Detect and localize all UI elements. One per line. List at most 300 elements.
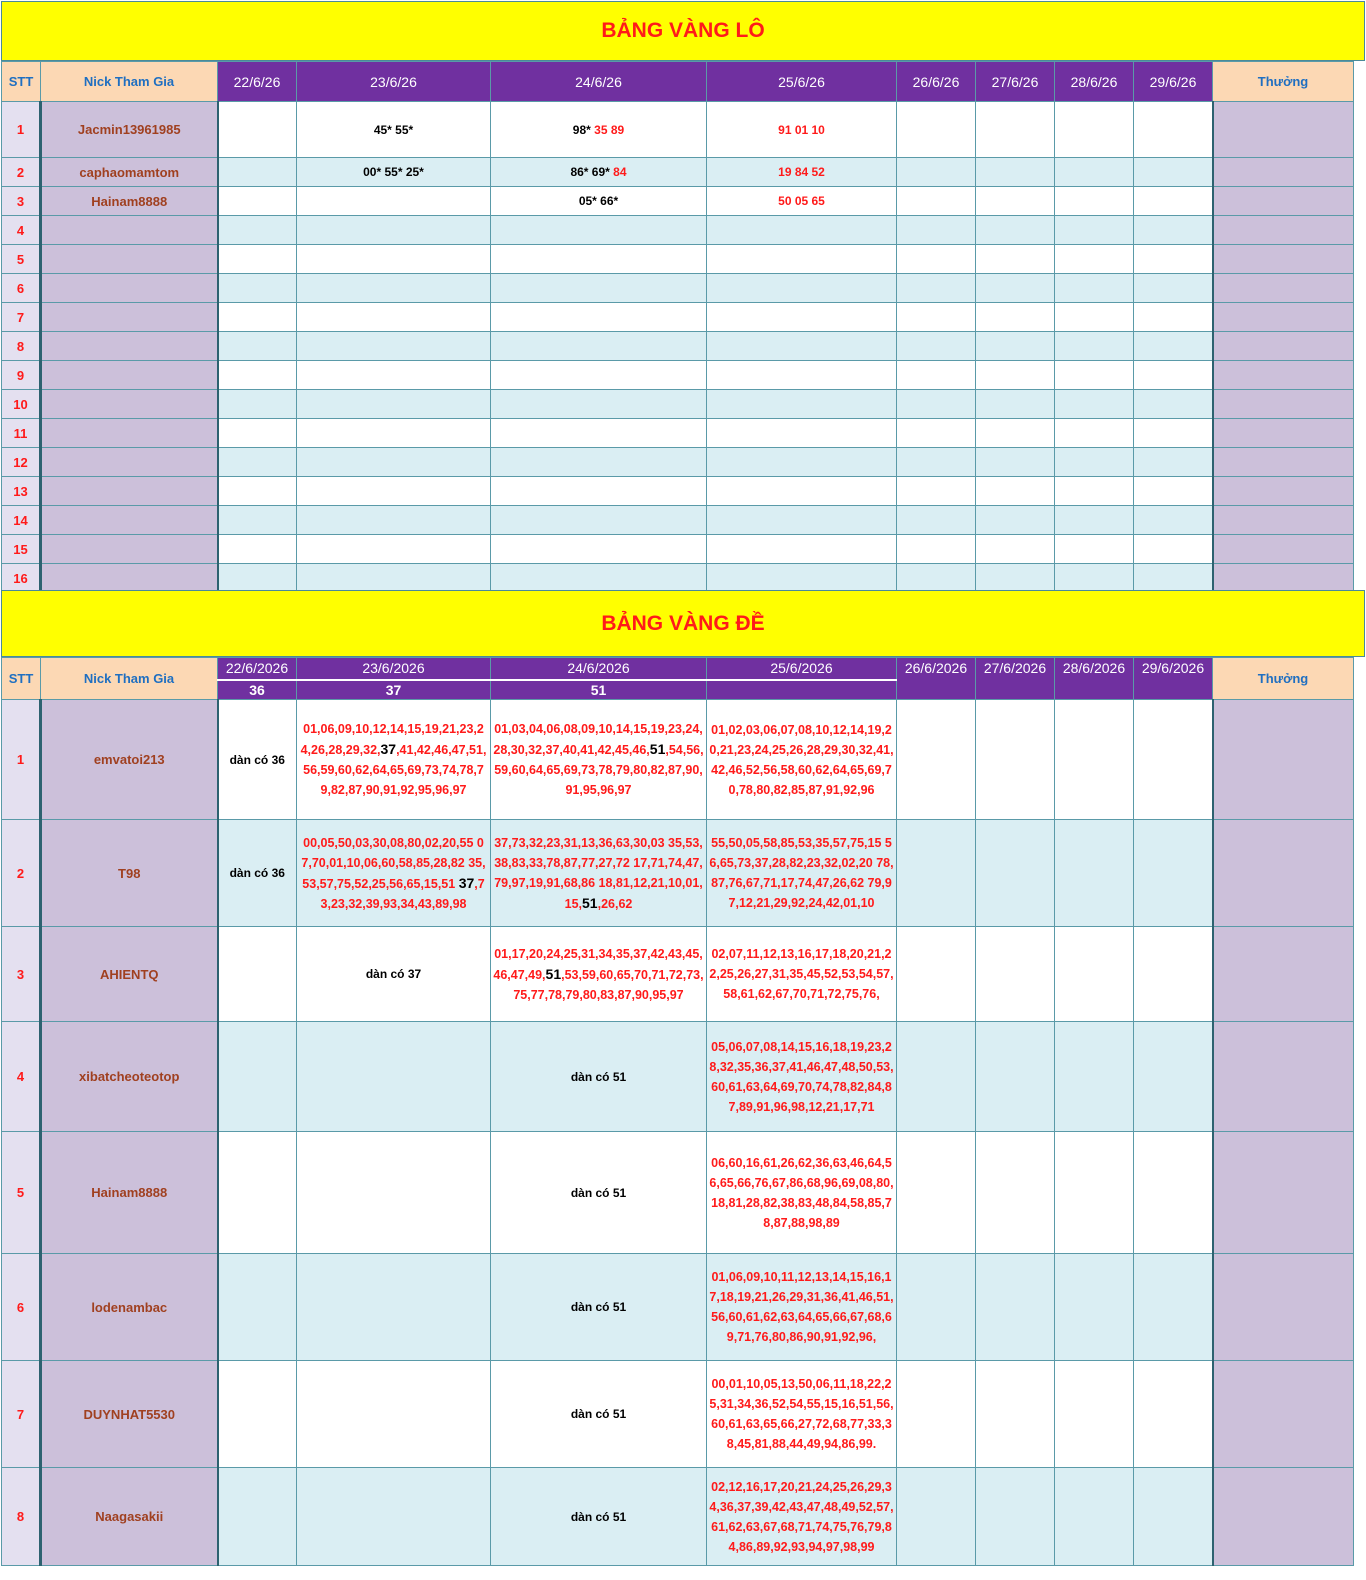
de-cell-empty	[1134, 1132, 1213, 1254]
lo-cell-23	[297, 564, 491, 593]
row-thuong	[1213, 448, 1354, 477]
row-thuong	[1213, 361, 1354, 390]
de-cell-empty	[976, 1022, 1055, 1132]
lo-cell-23: 00* 55* 25*	[297, 158, 491, 187]
lo-pick: 05* 66*	[578, 194, 619, 208]
de-cell-empty	[1055, 1361, 1134, 1468]
lo-cell-23	[297, 361, 491, 390]
hit-number: 51	[545, 965, 562, 982]
lo-row	[2, 477, 1354, 506]
de-header-row	[2, 658, 1354, 680]
lo-cell-empty	[976, 477, 1055, 506]
lo-cell-empty	[1134, 245, 1213, 274]
lo-cell-22	[218, 419, 297, 448]
de-cell-empty	[897, 1132, 976, 1254]
lo-cell-empty	[1055, 448, 1134, 477]
lo-cell-24	[491, 506, 707, 535]
de-row	[2, 1132, 1354, 1254]
row-nick	[41, 245, 218, 274]
lo-cell-empty	[1055, 564, 1134, 593]
row-stt: 2	[2, 820, 41, 927]
de-cell-25: 00,01,10,05,13,50,06,11,18,22,25,31,34,36,52,54,55,15,16,51,56,60,61,63,65,66,27,72,68,77,33,38,45,81,88,44,49,94,86,99.	[707, 1361, 897, 1468]
de-cell-22	[218, 1468, 297, 1566]
de-cell-empty	[1134, 1361, 1213, 1468]
lo-cell-24	[491, 303, 707, 332]
de-cell-empty	[976, 1254, 1055, 1361]
lo-cell-25	[707, 419, 897, 448]
lo-cell-empty	[976, 216, 1055, 245]
de-cell-22: dàn có 36	[218, 820, 297, 927]
number-list: ,41,42,46,47,51,56,59,60,62,64,65,69,73,74,78,79,82,87,90,91,92,95,96,97	[303, 743, 487, 797]
row-stt: 16	[2, 564, 41, 593]
de-cell-empty	[976, 1361, 1055, 1468]
lo-cell-empty	[976, 535, 1055, 564]
de-cell-24: dàn có 51	[491, 1022, 707, 1132]
de-cell-23	[297, 1361, 491, 1468]
hit-number: 51	[582, 894, 598, 911]
de-cell-24	[491, 927, 707, 1022]
lo-header-date: 23/6/26	[297, 62, 491, 102]
de-result-value	[707, 680, 897, 700]
row-nick: Hainam8888	[41, 1132, 218, 1254]
number-list: 01,17,20,24,25,31,34,35,37,42,43,45,46,47,49,	[493, 946, 703, 982]
lo-cell-24	[491, 102, 707, 158]
de-cell-24: dàn có 51	[491, 1254, 707, 1361]
row-stt: 3	[2, 927, 41, 1022]
lo-cell-empty	[897, 448, 976, 477]
lo-cell-empty	[1134, 274, 1213, 303]
de-cell-empty	[1134, 927, 1213, 1022]
row-stt: 12	[2, 448, 41, 477]
lo-cell-empty	[1134, 506, 1213, 535]
row-thuong	[1213, 506, 1354, 535]
lo-row	[2, 245, 1354, 274]
lo-cell-empty	[897, 564, 976, 593]
lo-cell-empty	[1055, 303, 1134, 332]
de-row	[2, 820, 1354, 927]
lo-cell-22	[218, 390, 297, 419]
de-cell-25: 55,50,05,58,85,53,35,57,75,15 56,65,73,37,28,82,23,32,02,20 78,87,76,67,71,17,74,47,26,62 79,97,12,21,29,92,24,42,01,10	[707, 820, 897, 927]
lo-header-date: 26/6/26	[897, 62, 976, 102]
de-result-value: 36	[218, 680, 297, 700]
lo-cell-25	[707, 564, 897, 593]
row-thuong	[1213, 245, 1354, 274]
de-cell-empty	[1055, 1022, 1134, 1132]
lo-cell-empty	[1134, 419, 1213, 448]
lo-pick: 86* 69*	[570, 165, 610, 179]
lo-cell-22	[218, 158, 297, 187]
lo-cell-24	[491, 535, 707, 564]
lo-cell-25	[707, 332, 897, 361]
lo-cell-empty	[897, 187, 976, 216]
lo-cell-22	[218, 564, 297, 593]
lo-cell-empty	[976, 187, 1055, 216]
lo-header-date: 22/6/26	[218, 62, 297, 102]
lo-cell-24	[491, 216, 707, 245]
de-cell-empty	[1055, 700, 1134, 820]
de-cell-25: 01,06,09,10,11,12,13,14,15,16,17,18,19,21,26,29,31,36,41,46,51,56,60,61,62,63,64,65,66,67,68,69,71,76,80,86,90,91,92,96,	[707, 1254, 897, 1361]
lo-cell-empty	[897, 102, 976, 158]
lo-cell-23	[297, 303, 491, 332]
lo-cell-23: 45* 55*	[297, 102, 491, 158]
lo-cell-empty	[1134, 535, 1213, 564]
row-thuong	[1213, 332, 1354, 361]
de-cell-empty	[1055, 927, 1134, 1022]
de-cell-22	[218, 1022, 297, 1132]
de-header-date: 29/6/2026	[1134, 658, 1213, 700]
de-header-date: 23/6/2026	[297, 658, 491, 680]
de-cell-23	[297, 1132, 491, 1254]
lo-row	[2, 419, 1354, 448]
lo-cell-22	[218, 187, 297, 216]
lo-cell-empty	[1134, 361, 1213, 390]
de-cell-25: 02,07,11,12,13,16,17,18,20,21,22,25,26,27,31,35,45,52,53,54,57,58,61,62,67,70,71,72,75,76,	[707, 927, 897, 1022]
de-row	[2, 1361, 1354, 1468]
de-row	[2, 1254, 1354, 1361]
lo-cell-empty	[1134, 332, 1213, 361]
number-list: ,54,56,59,60,64,65,69,73,78,79,80,82,87,90,91,95,96,97	[494, 743, 704, 797]
row-stt: 15	[2, 535, 41, 564]
de-result-value: 51	[491, 680, 707, 700]
row-nick: Jacmin13961985	[41, 102, 218, 158]
lo-cell-24	[491, 245, 707, 274]
lo-cell-empty	[976, 245, 1055, 274]
lo-cell-empty	[897, 419, 976, 448]
de-cell-23	[297, 1254, 491, 1361]
lo-cell-22	[218, 245, 297, 274]
lo-cell-24	[491, 158, 707, 187]
lo-cell-23	[297, 245, 491, 274]
lo-cell-24	[491, 187, 707, 216]
lo-cell-25	[707, 477, 897, 506]
lo-cell-22	[218, 535, 297, 564]
lo-cell-25	[707, 245, 897, 274]
lo-cell-empty	[976, 448, 1055, 477]
de-cell-24	[491, 820, 707, 927]
lo-cell-empty	[976, 158, 1055, 187]
row-nick	[41, 332, 218, 361]
lo-cell-empty	[1055, 102, 1134, 158]
de-cell-23	[297, 1022, 491, 1132]
lo-cell-empty	[1055, 535, 1134, 564]
lo-cell-empty	[1055, 419, 1134, 448]
lo-cell-empty	[1055, 245, 1134, 274]
row-stt: 9	[2, 361, 41, 390]
de-header-date: 26/6/2026	[897, 658, 976, 700]
de-cell-empty	[897, 1254, 976, 1361]
lo-header-nick: Nick Tham Gia	[41, 62, 218, 102]
de-cell-23	[297, 820, 491, 927]
de-table	[1, 657, 1354, 1566]
lo-pick: 98*	[572, 122, 591, 137]
de-cell-22: dàn có 36	[218, 700, 297, 820]
hit-number: 37	[380, 741, 397, 757]
de-cell-24: dàn có 51	[491, 1468, 707, 1566]
number-list: 00,05,50,03,30,08,80,02,20,55 07,70,01,10,06,60,58,85,28,82 35,53,57,75,52,25,56,65,15,51	[301, 835, 486, 891]
row-thuong	[1213, 477, 1354, 506]
row-stt: 7	[2, 1361, 41, 1468]
row-stt: 14	[2, 506, 41, 535]
lo-cell-23	[297, 419, 491, 448]
lo-row	[2, 506, 1354, 535]
de-cell-empty	[1055, 820, 1134, 927]
lo-cell-22	[218, 477, 297, 506]
lo-cell-23	[297, 216, 491, 245]
de-cell-empty	[1134, 820, 1213, 927]
number-list: ,53,59,60,65,70,71,72,73,75,77,78,79,80,83,87,90,95,97	[513, 967, 704, 1002]
de-cell-23	[297, 1468, 491, 1566]
lo-cell-empty	[1134, 448, 1213, 477]
lo-cell-empty	[976, 564, 1055, 593]
lo-cell-22	[218, 506, 297, 535]
hit-number: 51	[649, 741, 666, 757]
lo-title: BẢNG VÀNG LÔ	[1, 1, 1365, 61]
lo-cell-22	[218, 448, 297, 477]
de-header-date: 22/6/2026	[218, 658, 297, 680]
lo-cell-25	[707, 506, 897, 535]
de-cell-empty	[897, 700, 976, 820]
number-list: ,26,62	[597, 896, 633, 911]
row-stt: 6	[2, 274, 41, 303]
row-nick: lodenambac	[41, 1254, 218, 1361]
lo-cell-23	[297, 187, 491, 216]
lo-cell-empty	[976, 361, 1055, 390]
row-thuong	[1213, 303, 1354, 332]
lo-row	[2, 158, 1354, 187]
de-cell-empty	[976, 927, 1055, 1022]
de-result-value: 37	[297, 680, 491, 700]
de-cell-empty	[1055, 1254, 1134, 1361]
row-nick: AHIENTQ	[41, 927, 218, 1022]
lo-pick-extra: 84	[613, 165, 627, 179]
lo-header-stt: STT	[2, 62, 41, 102]
lo-cell-empty	[897, 477, 976, 506]
row-nick	[41, 274, 218, 303]
lo-cell-22	[218, 361, 297, 390]
lo-header-row	[2, 62, 1354, 102]
lo-cell-24	[491, 390, 707, 419]
lo-cell-25	[707, 216, 897, 245]
lo-cell-23	[297, 535, 491, 564]
row-thuong	[1213, 927, 1354, 1022]
row-stt: 5	[2, 1132, 41, 1254]
lo-cell-empty	[1134, 390, 1213, 419]
row-thuong	[1213, 1132, 1354, 1254]
de-cell-24	[491, 700, 707, 820]
de-cell-24: dàn có 51	[491, 1132, 707, 1254]
lo-cell-empty	[976, 274, 1055, 303]
lo-cell-24	[491, 332, 707, 361]
lo-cell-empty	[897, 216, 976, 245]
de-row	[2, 1022, 1354, 1132]
lo-cell-empty	[897, 535, 976, 564]
lo-row	[2, 187, 1354, 216]
lo-cell-empty	[897, 158, 976, 187]
lo-cell-empty	[897, 303, 976, 332]
de-cell-25: 06,60,16,61,26,62,36,63,46,64,56,65,66,76,67,86,68,96,69,08,80,18,81,28,82,38,83,48,84,58,85,78,87,88,98,89	[707, 1132, 897, 1254]
lo-cell-25: 50 05 65	[707, 187, 897, 216]
lo-cell-25: 19 84 52	[707, 158, 897, 187]
lo-cell-empty	[976, 419, 1055, 448]
lo-cell-22	[218, 216, 297, 245]
lo-row	[2, 332, 1354, 361]
lo-row	[2, 274, 1354, 303]
row-thuong	[1213, 564, 1354, 593]
lo-cell-empty	[1134, 477, 1213, 506]
row-nick: caphaomamtom	[41, 158, 218, 187]
lo-cell-25	[707, 274, 897, 303]
row-thuong	[1213, 187, 1354, 216]
number-list: ,73,23,32,39,93,34,43,89,98	[320, 876, 485, 911]
de-cell-22	[218, 927, 297, 1022]
row-thuong	[1213, 1468, 1354, 1566]
lo-cell-empty	[1055, 477, 1134, 506]
hit-number: 37	[458, 874, 475, 891]
row-nick: Hainam8888	[41, 187, 218, 216]
de-cell-25: 05,06,07,08,14,15,16,18,19,23,28,32,35,36,37,41,46,47,48,50,53,60,61,63,64,69,70,74,78,82,84,87,89,91,96,98,12,21,17,71	[707, 1022, 897, 1132]
lo-header-date: 29/6/26	[1134, 62, 1213, 102]
de-cell-empty	[976, 700, 1055, 820]
lo-row	[2, 535, 1354, 564]
lo-cell-22	[218, 332, 297, 361]
lo-cell-empty	[1055, 274, 1134, 303]
lo-cell-empty	[976, 390, 1055, 419]
row-thuong	[1213, 535, 1354, 564]
row-stt: 4	[2, 216, 41, 245]
row-thuong	[1213, 102, 1354, 158]
lo-cell-empty	[1134, 187, 1213, 216]
de-cell-empty	[897, 1361, 976, 1468]
row-nick: emvatoi213	[41, 700, 218, 820]
row-thuong	[1213, 419, 1354, 448]
lo-row	[2, 102, 1354, 158]
row-stt: 3	[2, 187, 41, 216]
row-stt: 13	[2, 477, 41, 506]
lo-cell-empty	[976, 332, 1055, 361]
row-nick	[41, 361, 218, 390]
de-cell-empty	[1134, 1254, 1213, 1361]
lo-pick-extra: 35 89	[594, 122, 625, 137]
lo-table	[1, 61, 1354, 593]
lo-cell-empty	[1134, 216, 1213, 245]
lo-cell-empty	[897, 332, 976, 361]
de-row	[2, 927, 1354, 1022]
de-cell-empty	[897, 1022, 976, 1132]
de-cell-24: dàn có 51	[491, 1361, 707, 1468]
lo-cell-23	[297, 506, 491, 535]
lo-cell-empty	[1055, 361, 1134, 390]
lo-cell-25	[707, 303, 897, 332]
lo-cell-23	[297, 477, 491, 506]
lo-cell-empty	[897, 361, 976, 390]
de-row	[2, 700, 1354, 820]
de-cell-22	[218, 1361, 297, 1468]
lo-cell-25	[707, 535, 897, 564]
lo-cell-25	[707, 361, 897, 390]
lo-cell-empty	[976, 506, 1055, 535]
row-nick	[41, 506, 218, 535]
de-cell-22	[218, 1132, 297, 1254]
lo-cell-22	[218, 274, 297, 303]
lo-cell-24	[491, 564, 707, 593]
lo-cell-23	[297, 390, 491, 419]
row-nick: Naagasakii	[41, 1468, 218, 1566]
lo-row	[2, 216, 1354, 245]
row-nick	[41, 216, 218, 245]
lo-cell-empty	[1055, 506, 1134, 535]
lo-cell-empty	[1134, 102, 1213, 158]
lo-cell-24	[491, 419, 707, 448]
de-cell-empty	[976, 1468, 1055, 1566]
row-stt: 5	[2, 245, 41, 274]
number-list: 01,03,04,06,08,09,10,14,15,19,23,24,28,30,32,37,40,41,42,45,46,	[493, 722, 703, 757]
lo-cell-empty	[1134, 564, 1213, 593]
lo-cell-empty	[897, 245, 976, 274]
lo-cell-empty	[1055, 332, 1134, 361]
lo-row	[2, 564, 1354, 593]
row-thuong	[1213, 390, 1354, 419]
lo-cell-25	[707, 390, 897, 419]
row-thuong	[1213, 1254, 1354, 1361]
row-nick	[41, 477, 218, 506]
de-header-date: 25/6/2026	[707, 658, 897, 680]
de-header-stt: STT	[2, 658, 41, 700]
de-cell-25: 01,02,03,06,07,08,10,12,14,19,20,21,23,24,25,26,28,29,30,32,41,42,46,52,56,58,60,62,64,65,69,70,78,80,82,85,87,91,92,96	[707, 700, 897, 820]
row-nick	[41, 535, 218, 564]
de-cell-23: dàn có 37	[297, 927, 491, 1022]
lo-cell-25	[707, 448, 897, 477]
de-row	[2, 1468, 1354, 1566]
row-nick: DUYNHAT5530	[41, 1361, 218, 1468]
lo-cell-22	[218, 102, 297, 158]
row-stt: 11	[2, 419, 41, 448]
de-cell-empty	[1055, 1468, 1134, 1566]
lo-cell-empty	[897, 390, 976, 419]
row-nick: T98	[41, 820, 218, 927]
lo-cell-empty	[1134, 303, 1213, 332]
row-stt: 1	[2, 700, 41, 820]
lo-row	[2, 448, 1354, 477]
lo-cell-empty	[1055, 216, 1134, 245]
de-cell-empty	[897, 927, 976, 1022]
lo-cell-empty	[976, 102, 1055, 158]
lo-cell-24	[491, 477, 707, 506]
row-stt: 2	[2, 158, 41, 187]
lo-cell-empty	[897, 506, 976, 535]
row-nick	[41, 448, 218, 477]
row-nick	[41, 564, 218, 593]
de-cell-empty	[976, 820, 1055, 927]
de-cell-empty	[897, 820, 976, 927]
lo-row	[2, 303, 1354, 332]
de-header-date: 27/6/2026	[976, 658, 1055, 700]
row-stt: 4	[2, 1022, 41, 1132]
lo-cell-23	[297, 448, 491, 477]
lo-cell-22	[218, 303, 297, 332]
de-cell-empty	[976, 1132, 1055, 1254]
row-stt: 7	[2, 303, 41, 332]
lo-cell-23	[297, 332, 491, 361]
lo-cell-24	[491, 274, 707, 303]
row-thuong	[1213, 216, 1354, 245]
lo-header-thuong: Thưởng	[1213, 62, 1354, 102]
row-thuong	[1213, 274, 1354, 303]
row-thuong	[1213, 820, 1354, 927]
row-stt: 8	[2, 1468, 41, 1566]
de-header-nick: Nick Tham Gia	[41, 658, 218, 700]
lo-row	[2, 390, 1354, 419]
row-stt: 8	[2, 332, 41, 361]
